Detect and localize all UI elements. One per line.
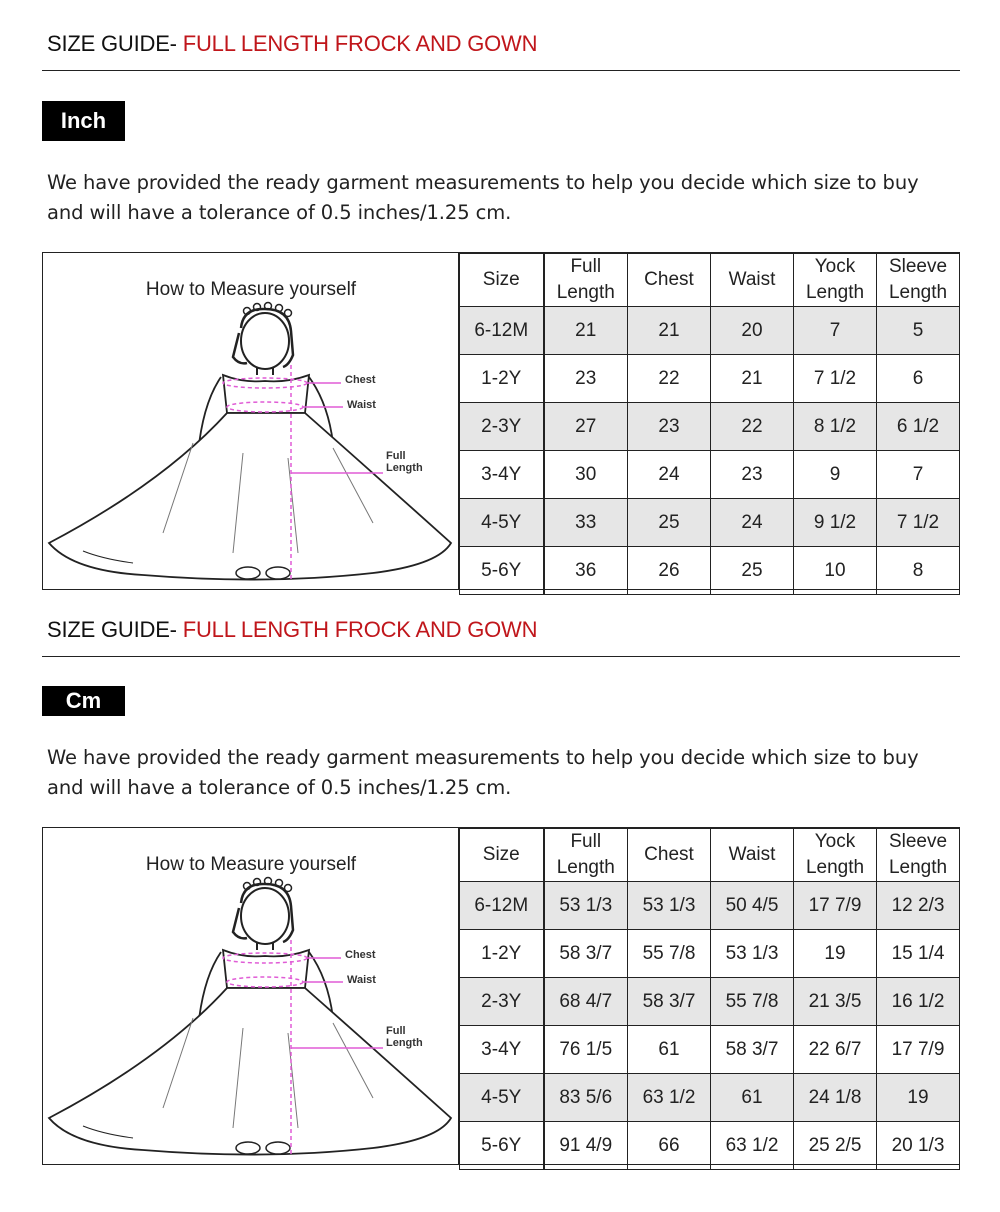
section-heading [47,31,537,57]
table-cell: 7 [877,451,960,499]
table-cell: 21 3/5 [794,978,877,1026]
table-cell: 7 1/2 [794,355,877,403]
table-cell: 24 [711,499,794,547]
size-cell: 5-6Y [460,547,544,595]
column-header: Sleeve Length [877,829,960,882]
table-cell: 30 [544,451,628,499]
table-row [460,882,960,930]
table-cell: 8 [877,547,960,595]
table-cell: 24 [628,451,711,499]
table-cell: 10 [794,547,877,595]
table-cell: 33 [544,499,628,547]
table-cell: 17 7/9 [877,1026,960,1074]
table-cell: 23 [544,355,628,403]
column-header: Full Length [544,829,628,882]
table-cell: 6 1/2 [877,403,960,451]
table-cell: 50 4/5 [711,882,794,930]
section-heading [47,617,537,643]
table-row [460,307,960,355]
table-cell: 25 2/5 [794,1122,877,1170]
table-header-row [460,829,960,882]
heading-prefix: SIZE GUIDE- [47,617,177,642]
table-cell: 63 1/2 [711,1122,794,1170]
size-cell: 6-12M [460,882,544,930]
table-row [460,499,960,547]
table-row [460,1026,960,1074]
table-cell: 7 1/2 [877,499,960,547]
intro-line: We have provided the ready garment measurements to help you decide which size to buy [47,171,919,194]
table-header-row [460,254,960,307]
illustration-title: How to Measure yourself [145,279,357,300]
table-row [460,1122,960,1170]
table-cell: 8 1/2 [794,403,877,451]
table-cell: 91 4/9 [544,1122,628,1170]
intro-line: We have provided the ready garment measurements to help you decide which size to buy [47,746,919,769]
size-cell: 1-2Y [460,930,544,978]
table-cell: 9 [794,451,877,499]
table-cell: 55 7/8 [628,930,711,978]
table-cell: 25 [711,547,794,595]
table-cell: 21 [711,355,794,403]
table-row [460,930,960,978]
column-header: Waist [711,254,794,307]
table-cell: 19 [794,930,877,978]
table-cell: 53 1/3 [544,882,628,930]
table-cell: 22 6/7 [794,1026,877,1074]
table-cell: 76 1/5 [544,1026,628,1074]
size-guide-box [42,827,960,1165]
column-header: Size [460,254,544,307]
full-length-label: Length [386,462,423,474]
full-length-label: Full [386,1025,406,1037]
table-cell: 63 1/2 [628,1074,711,1122]
table-cell: 20 1/3 [877,1122,960,1170]
table-row [460,978,960,1026]
waist-label: Waist [347,399,376,411]
table-cell: 20 [711,307,794,355]
column-header: Yock Length [794,829,877,882]
heading-divider [42,70,960,71]
table-cell: 19 [877,1074,960,1122]
table-cell: 5 [877,307,960,355]
unit-badge: Inch [42,101,125,141]
table-row [460,451,960,499]
full-length-label: Full [386,450,406,462]
size-cell: 2-3Y [460,403,544,451]
heading-prefix: SIZE GUIDE- [47,31,177,56]
table-row [460,403,960,451]
table-cell: 68 4/7 [544,978,628,1026]
table-cell: 17 7/9 [794,882,877,930]
table-cell: 53 1/3 [711,930,794,978]
table-cell: 24 1/8 [794,1074,877,1122]
column-header: Chest [628,829,711,882]
table-cell: 21 [628,307,711,355]
table-cell: 58 3/7 [628,978,711,1026]
intro-line: and will have a tolerance of 0.5 inches/1.25 cm. [47,201,512,224]
table-cell: 66 [628,1122,711,1170]
intro-line: and will have a tolerance of 0.5 inches/1.25 cm. [47,776,512,799]
table-cell: 83 5/6 [544,1074,628,1122]
table-row [460,1074,960,1122]
size-cell: 3-4Y [460,451,544,499]
intro-text [47,168,947,228]
chest-label: Chest [345,949,376,961]
column-header: Sleeve Length [877,254,960,307]
column-header: Waist [711,829,794,882]
column-header: Yock Length [794,254,877,307]
table-row [460,547,960,595]
table-cell: 58 3/7 [544,930,628,978]
heading-highlight: FULL LENGTH FROCK AND GOWN [182,31,538,56]
girl-dress-icon [43,828,457,1164]
size-cell: 6-12M [460,307,544,355]
table-row [460,355,960,403]
size-cell: 2-3Y [460,978,544,1026]
girl-dress-icon [43,253,457,589]
table-cell: 25 [628,499,711,547]
size-guide-box [42,252,960,590]
full-length-label: Length [386,1037,423,1049]
table-cell: 27 [544,403,628,451]
table-cell: 15 1/4 [877,930,960,978]
chest-label: Chest [345,374,376,386]
illustration-title: How to Measure yourself [145,854,357,875]
table-cell: 61 [628,1026,711,1074]
table-cell: 16 1/2 [877,978,960,1026]
table-cell: 26 [628,547,711,595]
size-table [459,253,960,595]
table-cell: 55 7/8 [711,978,794,1026]
size-cell: 1-2Y [460,355,544,403]
heading-highlight: FULL LENGTH FROCK AND GOWN [182,617,538,642]
table-cell: 58 3/7 [711,1026,794,1074]
size-cell: 5-6Y [460,1122,544,1170]
table-cell: 53 1/3 [628,882,711,930]
table-cell: 22 [628,355,711,403]
column-header: Chest [628,254,711,307]
heading-divider [42,656,960,657]
table-cell: 21 [544,307,628,355]
table-cell: 12 2/3 [877,882,960,930]
size-cell: 4-5Y [460,499,544,547]
table-cell: 36 [544,547,628,595]
table-cell: 61 [711,1074,794,1122]
size-cell: 4-5Y [460,1074,544,1122]
table-cell: 6 [877,355,960,403]
measure-illustration [43,828,459,1164]
table-cell: 23 [711,451,794,499]
column-header: Size [460,829,544,882]
table-cell: 23 [628,403,711,451]
waist-label: Waist [347,974,376,986]
table-cell: 7 [794,307,877,355]
size-table [459,828,960,1170]
size-cell: 3-4Y [460,1026,544,1074]
unit-badge: Cm [42,686,125,716]
table-cell: 9 1/2 [794,499,877,547]
column-header: Full Length [544,254,628,307]
measure-illustration [43,253,459,589]
intro-text [47,743,947,803]
table-cell: 22 [711,403,794,451]
